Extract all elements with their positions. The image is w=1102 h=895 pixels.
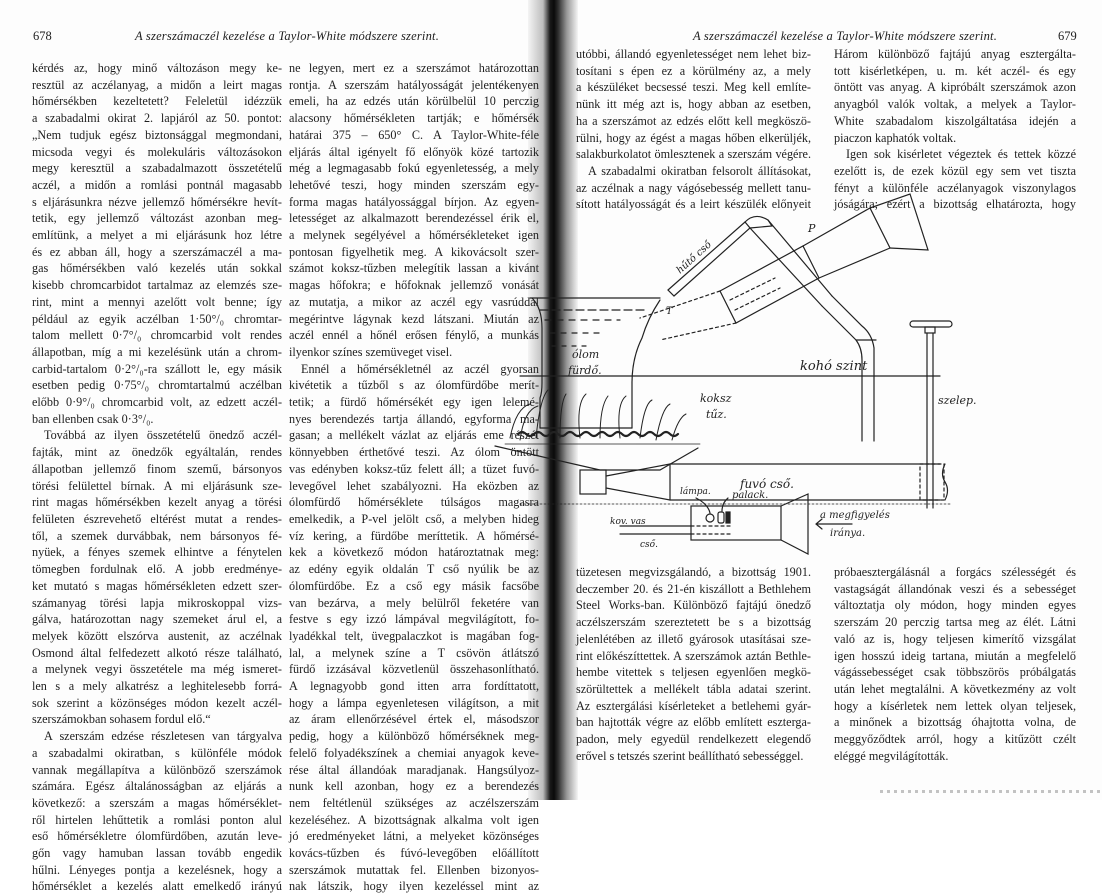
text-line: ről hirtelen lehűttetik a romlási ponton alul: [32, 812, 282, 827]
text-line: vas edényben koksz-tűz felett áll; a tüzet fuvó-: [289, 461, 539, 476]
label-koksz: koksz: [700, 392, 732, 405]
page-number-left: 678: [33, 29, 52, 43]
text-line: nem feltétlenül szükséges az aczélszerszám: [289, 795, 539, 810]
text-line: például az egyik aczélban 1·50°/₀ chromtar-: [32, 311, 282, 326]
text-line: tüzetesen megvizsgálandó, a bizottság 1901.: [576, 565, 811, 579]
text-line: az mutatja, a mikor az aczél egy vasrúddal: [289, 294, 539, 309]
text-line: víz kering, a fürdőbe meríttetik. A hőmérsé-: [289, 528, 539, 543]
label-fuvo-cso: fuvó cső.: [740, 477, 794, 491]
text-line: szerszámokban sohasem fordul elő.“: [32, 712, 211, 727]
text-line: piaczon kaphatók voltak.: [834, 130, 957, 145]
text-line: ólomfürdő hőmérséklete túlságos magasra: [289, 495, 539, 510]
page-number-right: 679: [1058, 29, 1077, 43]
text-line: ha a szerszámot az edzés előtt kell megköszö-: [576, 113, 811, 128]
text-line: utóbbi, állandó egyenletességet nem lehet biz-: [576, 47, 811, 61]
text-line: való az is, hogy teljesen kimerítő vizsgálat: [834, 631, 1076, 646]
text-line: igen hosszú ideig tartana, miután a megfelelő: [834, 648, 1076, 663]
text-line: az aczélnak a nagy vágósebesség mellett tanu-: [576, 180, 811, 195]
label-palack: palack.: [732, 490, 769, 501]
text-line: a készüléket becsessé teszi. Meg kell említe-: [576, 80, 811, 95]
text-line: A szabadalmi okiratban felsorolt állításokat,: [588, 163, 811, 178]
text-column-left-2: [289, 60, 539, 895]
text-line: szerszámok mutattak fel. Ellenben bizonyos-: [289, 862, 539, 877]
text-line: aczélszerszám szereztetett be s a bizottság: [576, 615, 811, 630]
text-line: pedig, hogy a különböző hőmérséknek meg-: [289, 729, 539, 744]
text-line: számot koksz-tűzben melegítik lassan a kivánt: [289, 261, 539, 276]
text-line: könnyebben érthetővé teszi. Az ólom öntött: [289, 445, 539, 460]
text-line: sított hatályosságát és a leirt készülék előnyeit: [576, 197, 811, 212]
text-line: szörültettek a mellékelt tábla adatai szerint.: [576, 681, 811, 696]
text-line: megérintve lágynak kezd látszani. Miután az: [289, 311, 539, 326]
label-koho-szint: kohó szint: [800, 359, 868, 374]
text-line: carbid-tartalom 0·2°/₀-ra szállott le, egy másik: [32, 361, 282, 376]
text-line: emeli, ha az edzés után körülbelül 10 perczig: [289, 94, 539, 109]
text-line: fajták, mint az önedzők egyáltalán, rendes: [32, 445, 282, 460]
text-line: Továbbá az ilyen összetételű önedző aczél-: [44, 428, 282, 443]
text-line: számára. Egész általánosságban az eljárás a: [32, 779, 282, 794]
text-line: fényt a különféle aczélanyagok viszonylagos: [834, 180, 1076, 195]
text-line: s eljárásunkra nézve jellemző hőmérsékre hevít-: [32, 194, 282, 209]
text-line: nak látszik, hogy ilyen kezeléssel mint az: [289, 879, 539, 894]
text-line: ket mutató s magas hőmérsékleten edzett szer-: [32, 578, 282, 593]
text-line: nunk kell azonban, hogy ez a berendezés: [289, 779, 539, 794]
text-line: az edény egyik oldalán T cső nyúlik be az: [289, 562, 539, 577]
text-line: említünk, a melyet a mi eljárásunk hoz létre: [32, 228, 282, 243]
text-line: a szabadalmi okiratban, s különféle módok: [32, 745, 282, 760]
text-line: A legnagyobb gond itten arra fordíttatott,: [289, 679, 539, 694]
text-line: festve s egy izzó lámpával megvilágított, fo-: [289, 612, 539, 627]
text-line: gasan; a mellékelt vázlat az eljárás eme részét: [289, 428, 539, 443]
text-line: határai 375 – 650° C. A Taylor-White-féle: [289, 127, 539, 142]
text-line: kérdés az, hogy minő változáson megy ke-: [32, 61, 282, 75]
text-line: aczél, a midőn a romlási pontnál magasabb: [32, 177, 282, 192]
text-line: megy keresztül a szabadalmazott összetételű: [32, 161, 282, 176]
text-line: pontosan figyelhetik meg. A kikovácsolt szer-: [289, 244, 539, 259]
label-megfigyeles: a megfigyelés: [820, 510, 890, 521]
text-line: törési felülettel bírnak. A mi eljárásunk sze-: [32, 478, 282, 493]
text-line: Három különböző fajtájú anyag esztergálta-: [834, 47, 1076, 61]
text-line: meggyőződtek arról, hogy a kitűzött czélt: [834, 732, 1076, 747]
text-line: Ennél a hőmérsékletnél az aczél gyorsan: [301, 361, 539, 376]
text-line: alacsony hőmérsékleten tartják; e hőmérsék: [289, 111, 539, 126]
text-line: gőn vagy hamuban lassan tovább engedik: [32, 846, 282, 861]
text-line: padon, mely egyedül rendelkezett elegendő: [576, 732, 811, 747]
text-line: Osmond által felfedezett alkotó része található,: [32, 645, 282, 660]
text-line: White szabadalom kiszolgáltatása idején a: [834, 113, 1076, 128]
text-line: erővel s tetszés szerint beállítható sebességgel.: [576, 748, 804, 763]
text-line: a minőnek a bizottság óhajtotta volna, de: [834, 715, 1076, 730]
text-line: próbaesztergálásnál a forgács szélességét és: [834, 565, 1076, 579]
text-column-left-1: [32, 60, 282, 895]
label-t: T: [666, 306, 673, 317]
text-line: anyagból valók voltak, a melyek a Taylor-: [834, 97, 1076, 112]
text-line: ban hajtották végre az előbb említett eszterga-: [576, 715, 811, 730]
text-line: től, a szemek durvábbak, nem bársonyos fé-: [32, 528, 282, 543]
text-line: felületen észrevehető eltérést mutat a rendes-: [32, 511, 282, 526]
text-line: számanyag törési lapja mikroskoppal vizs-: [32, 595, 282, 610]
text-column-right-1-bottom: [576, 564, 811, 764]
text-line: melyek között elszórva austenit, az aczélnak: [32, 628, 282, 643]
text-line: jóságára; ezért a bizottság elhatározta, hogy: [834, 197, 1076, 212]
text-line: aczél ennél a hőnél erősen fénylő, a munkás: [289, 328, 539, 343]
text-line: jelenlétében az illető gyárosok utasításai sze-: [576, 631, 811, 646]
text-line: nyes berendezés tartja állandó, egyforma ma-: [289, 411, 539, 426]
text-line: talom mellett 0·7°/₀ chromcarbid volt rendes: [32, 328, 282, 343]
text-line: Igen sok kisérletet végeztek és tettek közzé: [846, 147, 1076, 162]
text-column-right-2-bottom: [834, 564, 1076, 764]
text-line: eljárás által igényelt fő előnyök közé tartozik: [289, 144, 539, 159]
text-column-right-1-top: [576, 46, 811, 213]
text-line: ólomfürdőbe. Ez a cső egy másik facsőbe: [289, 578, 539, 593]
text-line: salakburkolatot ömlesztenek a szerszám végére.: [576, 147, 811, 162]
scan-edge-noise: [880, 790, 1102, 793]
text-line: rontja. A szerszám hatályosságát jelentékenyen: [289, 77, 539, 92]
text-line: letességet az alkalmazott berendezéssel érik el,: [289, 211, 539, 226]
text-line: rint előkészíttettek. A szerszámok aztán Bethle-: [576, 648, 811, 663]
text-line: len s a mely alkatrész a leghitelesebb forrá-: [32, 679, 282, 694]
text-line: lehetővé teszi, hogy minden szerszám egy-: [289, 177, 539, 192]
text-line: „Nem tudjuk egész biztonsággal megmondani,: [32, 127, 282, 142]
label-tuz: tűz.: [706, 408, 727, 421]
text-line: forma magas hatályossággal bírjon. Az egyen-: [289, 194, 539, 209]
text-line: gálva, határozottan nagy szemeket árul el, a: [32, 612, 282, 627]
label-kov-vas: kov. vas: [610, 517, 646, 527]
text-line: micsoda vegyi és molekuláris változásokon: [32, 144, 282, 159]
text-line: Az esztergálási kísérleteket a betlehemi gyár-: [576, 698, 811, 713]
label-p: P: [808, 222, 816, 235]
text-line: resztül az aczélanyag, a midőn a leirt magas: [32, 77, 282, 92]
text-line: vannak megállapítva a különböző szerszámok: [32, 762, 282, 777]
text-line: lyadékkal telt, üvegpalaczkot is magában fog-: [289, 628, 539, 643]
text-line: eső hőmérsékletre ólomfürdőben, azután leve-: [32, 829, 282, 844]
text-line: a melynek vegyi összetétele ma még ismeret-: [32, 662, 282, 677]
text-line: hőmérséklet a kezelés alatt emelkedő irányú: [32, 879, 282, 894]
text-line: rülni, hogy az égést a magas hőben elkerüljék,: [576, 130, 811, 145]
text-line: tott kisérletképen, u. m. két aczél- és egy: [834, 63, 1076, 78]
text-line: rint, mint a mennyi azelőtt volt benne; így: [32, 294, 282, 309]
text-line: rint magas hőmérsékben kezelt anyag a törési: [32, 495, 282, 510]
text-line: tosítani s épen ez a körülmény az, a mely: [576, 63, 811, 78]
text-line: levegővel lehet szabályozni. Ha eközben az: [289, 478, 539, 493]
text-column-right-2-top: [834, 46, 1076, 213]
text-line: a melynek segélyével a hőmérsékleteket igen: [289, 228, 539, 243]
text-line: magas hőfokra; e hőfoknak jellemző vonását: [289, 278, 539, 293]
text-line: tetik, egy jellemző változást azonban meg-: [32, 211, 282, 226]
label-szelep: szelep.: [938, 394, 977, 407]
label-olom-1: ólom: [572, 348, 600, 361]
text-line: hogy a kísérletek nem lettek olyan teljesek,: [834, 698, 1076, 713]
text-line: kezeléséhez. A bizottságnak alkalma volt igen: [289, 812, 539, 827]
text-line: változtatja oly módon, hogy minden egyes: [834, 598, 1076, 613]
text-line: jó eredményeket látni, a melyeket közönséges: [289, 829, 539, 844]
text-line: nünk itt még azt is, hogy abban az esetben,: [576, 97, 811, 112]
text-line: hűlni. Lényeges pontja a kezelésnek, hogy a: [32, 862, 282, 877]
label-cso: cső.: [640, 540, 658, 550]
text-line: felelő folyadékszínek a chemiai anyagok keve-: [289, 745, 539, 760]
text-line: után lehet megtalálni. A következmény az volt: [834, 681, 1076, 696]
text-line: a szabadalmi okirat 2. lapjáról az 50. pontot:: [32, 111, 282, 126]
text-line: sok szerint a közönséges módon kezelt aczél-: [32, 695, 282, 710]
text-line: lal, a melynek színe a T csövön átlátszó: [289, 645, 539, 660]
text-line: deczember 20. és 21-én kiszállott a Bethlehem: [576, 581, 811, 596]
text-line: vágássebességet csak többszörös próbálgatás: [834, 665, 1076, 680]
text-line: és ez abban áll, hogy a szerszámaczél a ma-: [32, 244, 282, 259]
text-line: A szerszám edzése részletesen van tárgyalva: [44, 729, 282, 744]
text-line: ezelőtt is, de ezek közül egy sem vet tiszta: [834, 163, 1076, 178]
text-line: gas hőmérsékben való kezelés után sokkal: [32, 261, 282, 276]
apparatus-diagram: [568, 208, 1100, 558]
text-line: tetik; a fürdő hőmérsékét egy igen lelemé-: [289, 395, 539, 410]
text-line: eléggé megvilágították.: [834, 748, 949, 763]
text-line: esetben pedig 0·75°/₀ chromtartalmú aczélban: [32, 378, 282, 393]
text-line: következő: a szerszám a magas hőmérséklet-: [32, 795, 282, 810]
text-line: nyüek, a fényes szemek elhintve a fénytelen: [32, 545, 282, 560]
running-head-right: A szerszámaczél kezelése a Taylor-White módszere szerint.: [693, 29, 998, 43]
text-line: fürdő izzásával közvetlenül összehasonlítható.: [289, 662, 539, 677]
apparatus-diagram-svg: [568, 208, 1100, 558]
text-line: hogy a lámpa egyenletesen világítson, a mit: [289, 695, 539, 710]
label-huto-cso: hűtő cső: [674, 239, 714, 277]
text-line: még a legmagasabb fokú egyenletesség, a mely: [289, 161, 539, 176]
text-line: kisebb chromcarbidot tartalmaz az elemzés sze-: [32, 278, 282, 293]
text-line: állapotban jellemző finom szemű, bársonyos: [32, 461, 282, 476]
text-line: emelkedik, a P-vel jelölt cső, a melyben hideg: [289, 511, 539, 526]
text-line: rése által állandóak maradjanak. Hangsúlyoz-: [289, 762, 539, 777]
text-line: ne legyen, mert ez a szerszámot határozottan: [289, 61, 539, 75]
label-iranya: iránya.: [830, 528, 866, 539]
text-line: előbb 0·9°/₀ chromcarbid volt, az edzett aczél-: [32, 395, 282, 410]
text-line: hőmérsékben kezeltetett? Feleletül idézzük: [32, 94, 282, 109]
text-line: az áram ellenőrzésével értek el, másodszor: [289, 712, 539, 727]
text-line: kivétetik a tűzből s az ólomfürdőbe merít-: [289, 378, 539, 393]
running-head-left: A szerszámaczél kezelése a Taylor-White módszere szerint.: [135, 29, 440, 43]
text-line: Steel Works-ban. Különböző fajtájú önedző: [576, 598, 811, 613]
text-line: kek a következő módon határoztatnak meg:: [289, 545, 539, 560]
text-line: hembe vitettek s teljesen egyenlően megkö-: [576, 665, 811, 680]
text-line: állapotban, míg a mi kezelésünk után a chrom-: [32, 344, 282, 359]
text-line: van bezárva, a mely belülről feketére van: [289, 595, 539, 610]
text-line: ilyenkor színes szemüveget visel.: [289, 344, 453, 359]
text-line: kovács-tűzben és fúvó-levegőben előállított: [289, 846, 539, 861]
label-olom-2: fürdő.: [568, 364, 602, 377]
text-line: öntött vas anyag. A kipróbált szerszámok azon: [834, 80, 1076, 95]
text-line: vastagságát állandónak veszi és a sebességet: [834, 581, 1076, 596]
text-line: tömegben fordulnak elő. A jobb eredménye-: [32, 562, 282, 577]
label-lampa: lámpa.: [680, 487, 711, 497]
valve: [910, 321, 952, 508]
text-line: szerszám 20 perczig tartsa meg az élét. Látni: [834, 615, 1076, 630]
text-line: ban ellenben csak 0·3°/₀.: [32, 411, 154, 426]
